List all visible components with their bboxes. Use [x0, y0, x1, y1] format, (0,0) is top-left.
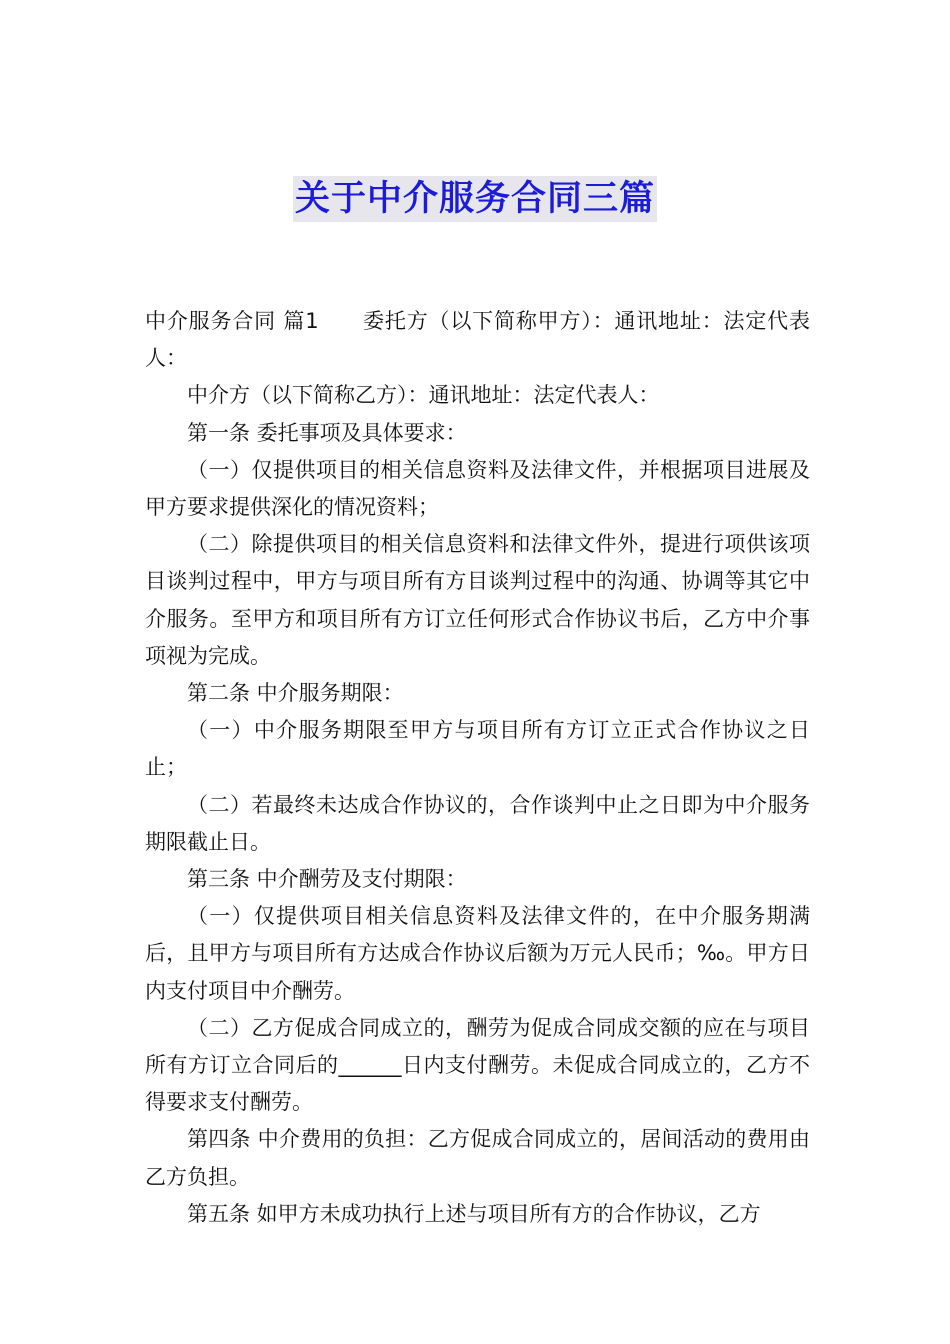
article-3-heading: 第三条 中介酬劳及支付期限： [187, 867, 467, 892]
article-4: 第四条 中介费用的负担：乙方促成合同成立的，居间活动的费用由乙方负担。 [145, 1127, 810, 1189]
article-2-item-2: （二）若最终未达成合作协议的，合作谈判中止之日即为中介服务期限截止日。 [145, 792, 810, 854]
article-2-item-1: （一）中介服务期限至甲方与项目所有方订立正式合作协议之日止； [145, 718, 810, 780]
document-body [145, 303, 810, 1233]
paragraph-intro: 中介服务合同 篇1 委托方（以下简称甲方）：通讯地址：法定代表人： [145, 309, 810, 371]
article-3-item-2: （二）乙方促成合同成立的，酬劳为促成合同成交额的应在与项目所有方订立合同后的______日内支付酬劳。未促成合同成立的，乙方不得要求支付酬劳。 [145, 1015, 810, 1115]
article-1-item-2: （二）除提供项目的相关信息资料和法律文件外，提进行项供该项目谈判过程中，甲方与项目所有方目谈判过程中的沟通、协调等其它中介服务。至甲方和项目所有方订立任何形式合作协议书后，乙方中介事项视为完成。 [145, 532, 810, 668]
title-container [0, 176, 950, 222]
paragraph-intermediary: 中介方（以下简称乙方）：通讯地址：法定代表人： [187, 383, 660, 408]
article-3-item-1: （一）仅提供项目相关信息资料及法律文件的，在中介服务期满后，且甲方与项目所有方达成合作协议后额为万元人民币；‰。甲方日内支付项目中介酬劳。 [145, 904, 810, 1003]
document-title: 关于中介服务合同三篇 [293, 176, 657, 222]
article-5: 第五条 如甲方未成功执行上述与项目所有方的合作协议，乙方 [187, 1201, 761, 1226]
article-2-heading: 第二条 中介服务期限： [187, 681, 404, 706]
article-1-heading: 第一条 委托事项及具体要求： [187, 420, 467, 445]
article-1-item-1: （一）仅提供项目的相关信息资料及法律文件，并根据项目进展及甲方要求提供深化的情况资料； [145, 457, 810, 520]
